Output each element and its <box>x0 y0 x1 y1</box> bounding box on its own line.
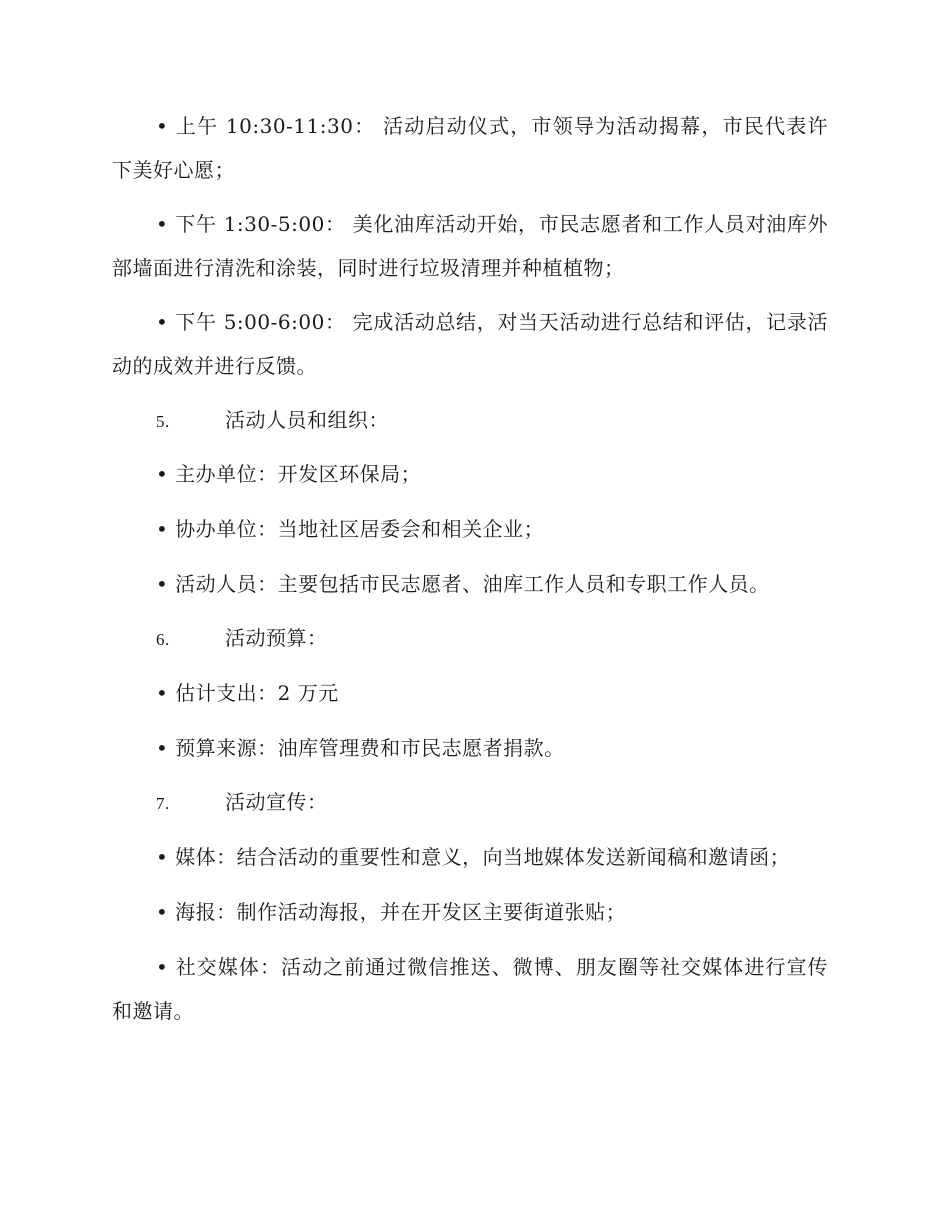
section-number: 7. <box>156 794 170 813</box>
section-number: 5. <box>156 412 170 431</box>
schedule-morning: • 上午 10:30-11:30： 活动启动仪式，市领导为活动揭幕，市民代表许下美好心愿； <box>112 114 828 182</box>
section-5-heading <box>156 398 806 444</box>
list-item: • 协办单位：当地社区居委会和相关企业； <box>156 517 545 541</box>
section-6-heading <box>156 616 806 662</box>
section-title: 活动人员和组织： <box>225 408 389 432</box>
list-item: • 媒体：结合活动的重要性和意义，向当地媒体发送新闻稿和邀请函； <box>156 845 791 869</box>
list-item: • 主办单位：开发区环保局； <box>156 462 422 486</box>
section-7-heading <box>156 780 806 826</box>
list-item: • 海报：制作活动海报，并在开发区主要街道张贴； <box>156 900 627 924</box>
section-title: 活动预算： <box>225 626 328 650</box>
schedule-evening: • 下午 5:00-6:00： 完成活动总结，对当天活动进行总结和评估，记录活动的成效并进行反馈。 <box>112 310 828 378</box>
list-item: • 预算来源：油库管理费和市民志愿者捐款。 <box>156 736 565 760</box>
schedule-afternoon: • 下午 1:30-5:00： 美化油库活动开始，市民志愿者和工作人员对油库外部墙面进行清洗和涂装，同时进行垃圾清理并种植植物； <box>112 212 828 280</box>
list-item: • 估计支出：2 万元 <box>156 681 339 705</box>
list-item: • 活动人员：主要包括市民志愿者、油库工作人员和专职工作人员。 <box>156 572 770 596</box>
section-number: 6. <box>156 630 170 649</box>
list-item: • 社交媒体：活动之前通过微信推送、微博、朋友圈等社交媒体进行宣传和邀请。 <box>112 955 828 1023</box>
section-title: 活动宣传： <box>225 790 328 814</box>
